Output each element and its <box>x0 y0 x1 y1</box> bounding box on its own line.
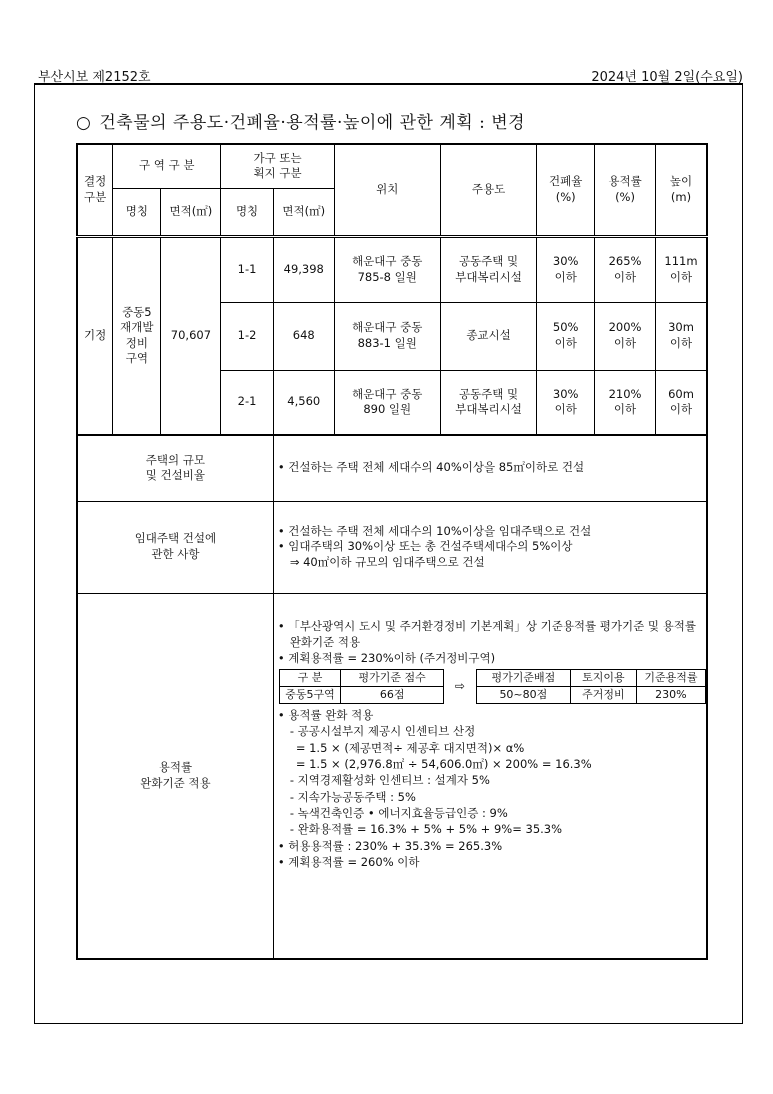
use-cell: 종교시설 <box>440 302 537 370</box>
far-detail: - 녹색건축인증 • 에너지효율등급인증 : 9% <box>289 805 508 820</box>
bcr-cell: 30% 이하 <box>537 236 595 302</box>
decision-existing: 기정 <box>77 236 113 435</box>
far-cell: 200% 이하 <box>595 302 656 370</box>
far-cell: 210% 이하 <box>595 370 656 435</box>
base-header-far: 기준용적률 <box>636 670 705 687</box>
plan-table <box>76 143 708 960</box>
far-detail: - 공공시설부지 제공시 인센티브 산정 <box>289 724 476 739</box>
header-far: 용적률 (%) <box>595 144 656 236</box>
height-cell: 60m 이하 <box>655 370 707 435</box>
far-relax-label: 용적률 완화기준 적용 <box>77 593 273 959</box>
header-block-area: 면적(㎡) <box>273 188 334 236</box>
housing-scale-row <box>77 435 707 501</box>
rental-label: 임대주택 건설에 관한 사항 <box>77 501 273 593</box>
location-cell: 해운대구 중동 785-8 일원 <box>334 236 440 302</box>
height-cell: 30m 이하 <box>655 302 707 370</box>
eval-table <box>279 669 444 704</box>
base-far: 230% <box>636 687 705 704</box>
block-area: 49,398 <box>273 236 334 302</box>
far-detail: - 지역경제활성화 인센티브 : 설계자 5% <box>289 773 490 788</box>
far-detail: • 허용용적률 : 230% + 35.3% = 265.3% <box>277 838 503 853</box>
far-detail: • 계획용적률 = 260% 이하 <box>277 854 420 869</box>
header-zone-name: 명칭 <box>113 188 161 236</box>
right-arrow-icon: ⇨ <box>454 679 465 694</box>
block-area: 648 <box>273 302 334 370</box>
base-landuse: 주거정비 <box>571 687 637 704</box>
height-cell: 111m 이하 <box>655 236 707 302</box>
location-cell: 해운대구 중동 890 일원 <box>334 370 440 435</box>
table-row <box>77 236 707 302</box>
far-relax-content <box>273 593 707 959</box>
eval-zone: 중동5구역 <box>279 687 340 704</box>
block-name: 2-1 <box>221 370 273 435</box>
block-area: 4,560 <box>273 370 334 435</box>
section-title <box>76 108 525 133</box>
far-detail: - 지속가능공동주택 : 5% <box>289 789 416 804</box>
bcr-cell: 50% 이하 <box>537 302 595 370</box>
far-detail: - 완화용적률 = 16.3% + 5% + 5% + 9%= 35.3% <box>289 822 563 837</box>
title-bullet: ○ <box>76 113 92 133</box>
far-detail: = 1.5 × (2,976.8㎡ ÷ 54,606.0㎡) × 200% = 16.3% <box>295 756 592 771</box>
base-header-range: 평가기준배점 <box>476 670 570 687</box>
header-zone-area: 면적(㎡) <box>161 188 221 236</box>
base-header-landuse: 토지이용 <box>571 670 637 687</box>
header-block-name: 명칭 <box>221 188 273 236</box>
eval-header-score: 평가기준 점수 <box>341 670 444 687</box>
bulletin-date: 2024년 10월 2일(수요일) <box>591 70 743 85</box>
far-relax-row <box>77 593 707 959</box>
housing-scale-content: • 건설하는 주택 전체 세대수의 40%이상을 85㎡이하로 건설 <box>273 435 707 501</box>
header-zone-group: 구 역 구 분 <box>113 144 221 188</box>
far-detail: = 1.5 × (제공면적÷ 제공후 대지면적)× α% <box>295 740 525 755</box>
rental-content: • 건설하는 주택 전체 세대수의 10%이상을 임대주택으로 건설 • 임대주택의 30%이상 또는 총 건설주택세대수의 5%이상 ⇒ 40㎡이하 규모의 임대주택으로 건설 <box>273 501 707 593</box>
far-intro-1: • 「부산광역시 도시 및 주거환경정비 기본계획」상 기준용적률 평가기준 및 용적률 <box>277 618 696 633</box>
zone-area: 70,607 <box>161 236 221 435</box>
title-text: 건축물의 주용도·건폐율·용적률·높이에 관한 계획 : 변경 <box>99 113 526 133</box>
base-range: 50~80점 <box>476 687 570 704</box>
use-cell: 공동주택 및 부대복리시설 <box>440 370 537 435</box>
bcr-cell: 30% 이하 <box>537 370 595 435</box>
housing-scale-label: 주택의 규모 및 건설비율 <box>77 435 273 501</box>
far-detail: • 용적률 완화 적용 <box>277 707 374 722</box>
zone-name: 중동5 재개발 정비 구역 <box>113 236 161 435</box>
bulletin-issue: 부산시보 제2152호 <box>38 70 151 85</box>
eval-header-category: 구 분 <box>279 670 340 687</box>
location-cell: 해운대구 중동 883-1 일원 <box>334 302 440 370</box>
eval-score: 66점 <box>341 687 444 704</box>
block-name: 1-1 <box>221 236 273 302</box>
far-intro-3: • 계획용적률 = 230%이하 (주거정비구역) <box>277 651 496 666</box>
far-eval-tables <box>279 669 706 704</box>
far-cell: 265% 이하 <box>595 236 656 302</box>
header-use: 주용도 <box>440 144 537 236</box>
use-cell: 공동주택 및 부대복리시설 <box>440 236 537 302</box>
header-decision: 결정 구분 <box>77 144 113 236</box>
base-far-table <box>476 669 706 704</box>
header-block-group: 가구 또는 획지 구분 <box>221 144 334 188</box>
header-location: 위치 <box>334 144 440 236</box>
far-intro-2: 완화기준 적용 <box>289 634 361 649</box>
header-bcr: 건폐율 (%) <box>537 144 595 236</box>
header-height: 높이 (m) <box>655 144 707 236</box>
rental-row <box>77 501 707 593</box>
block-name: 1-2 <box>221 302 273 370</box>
